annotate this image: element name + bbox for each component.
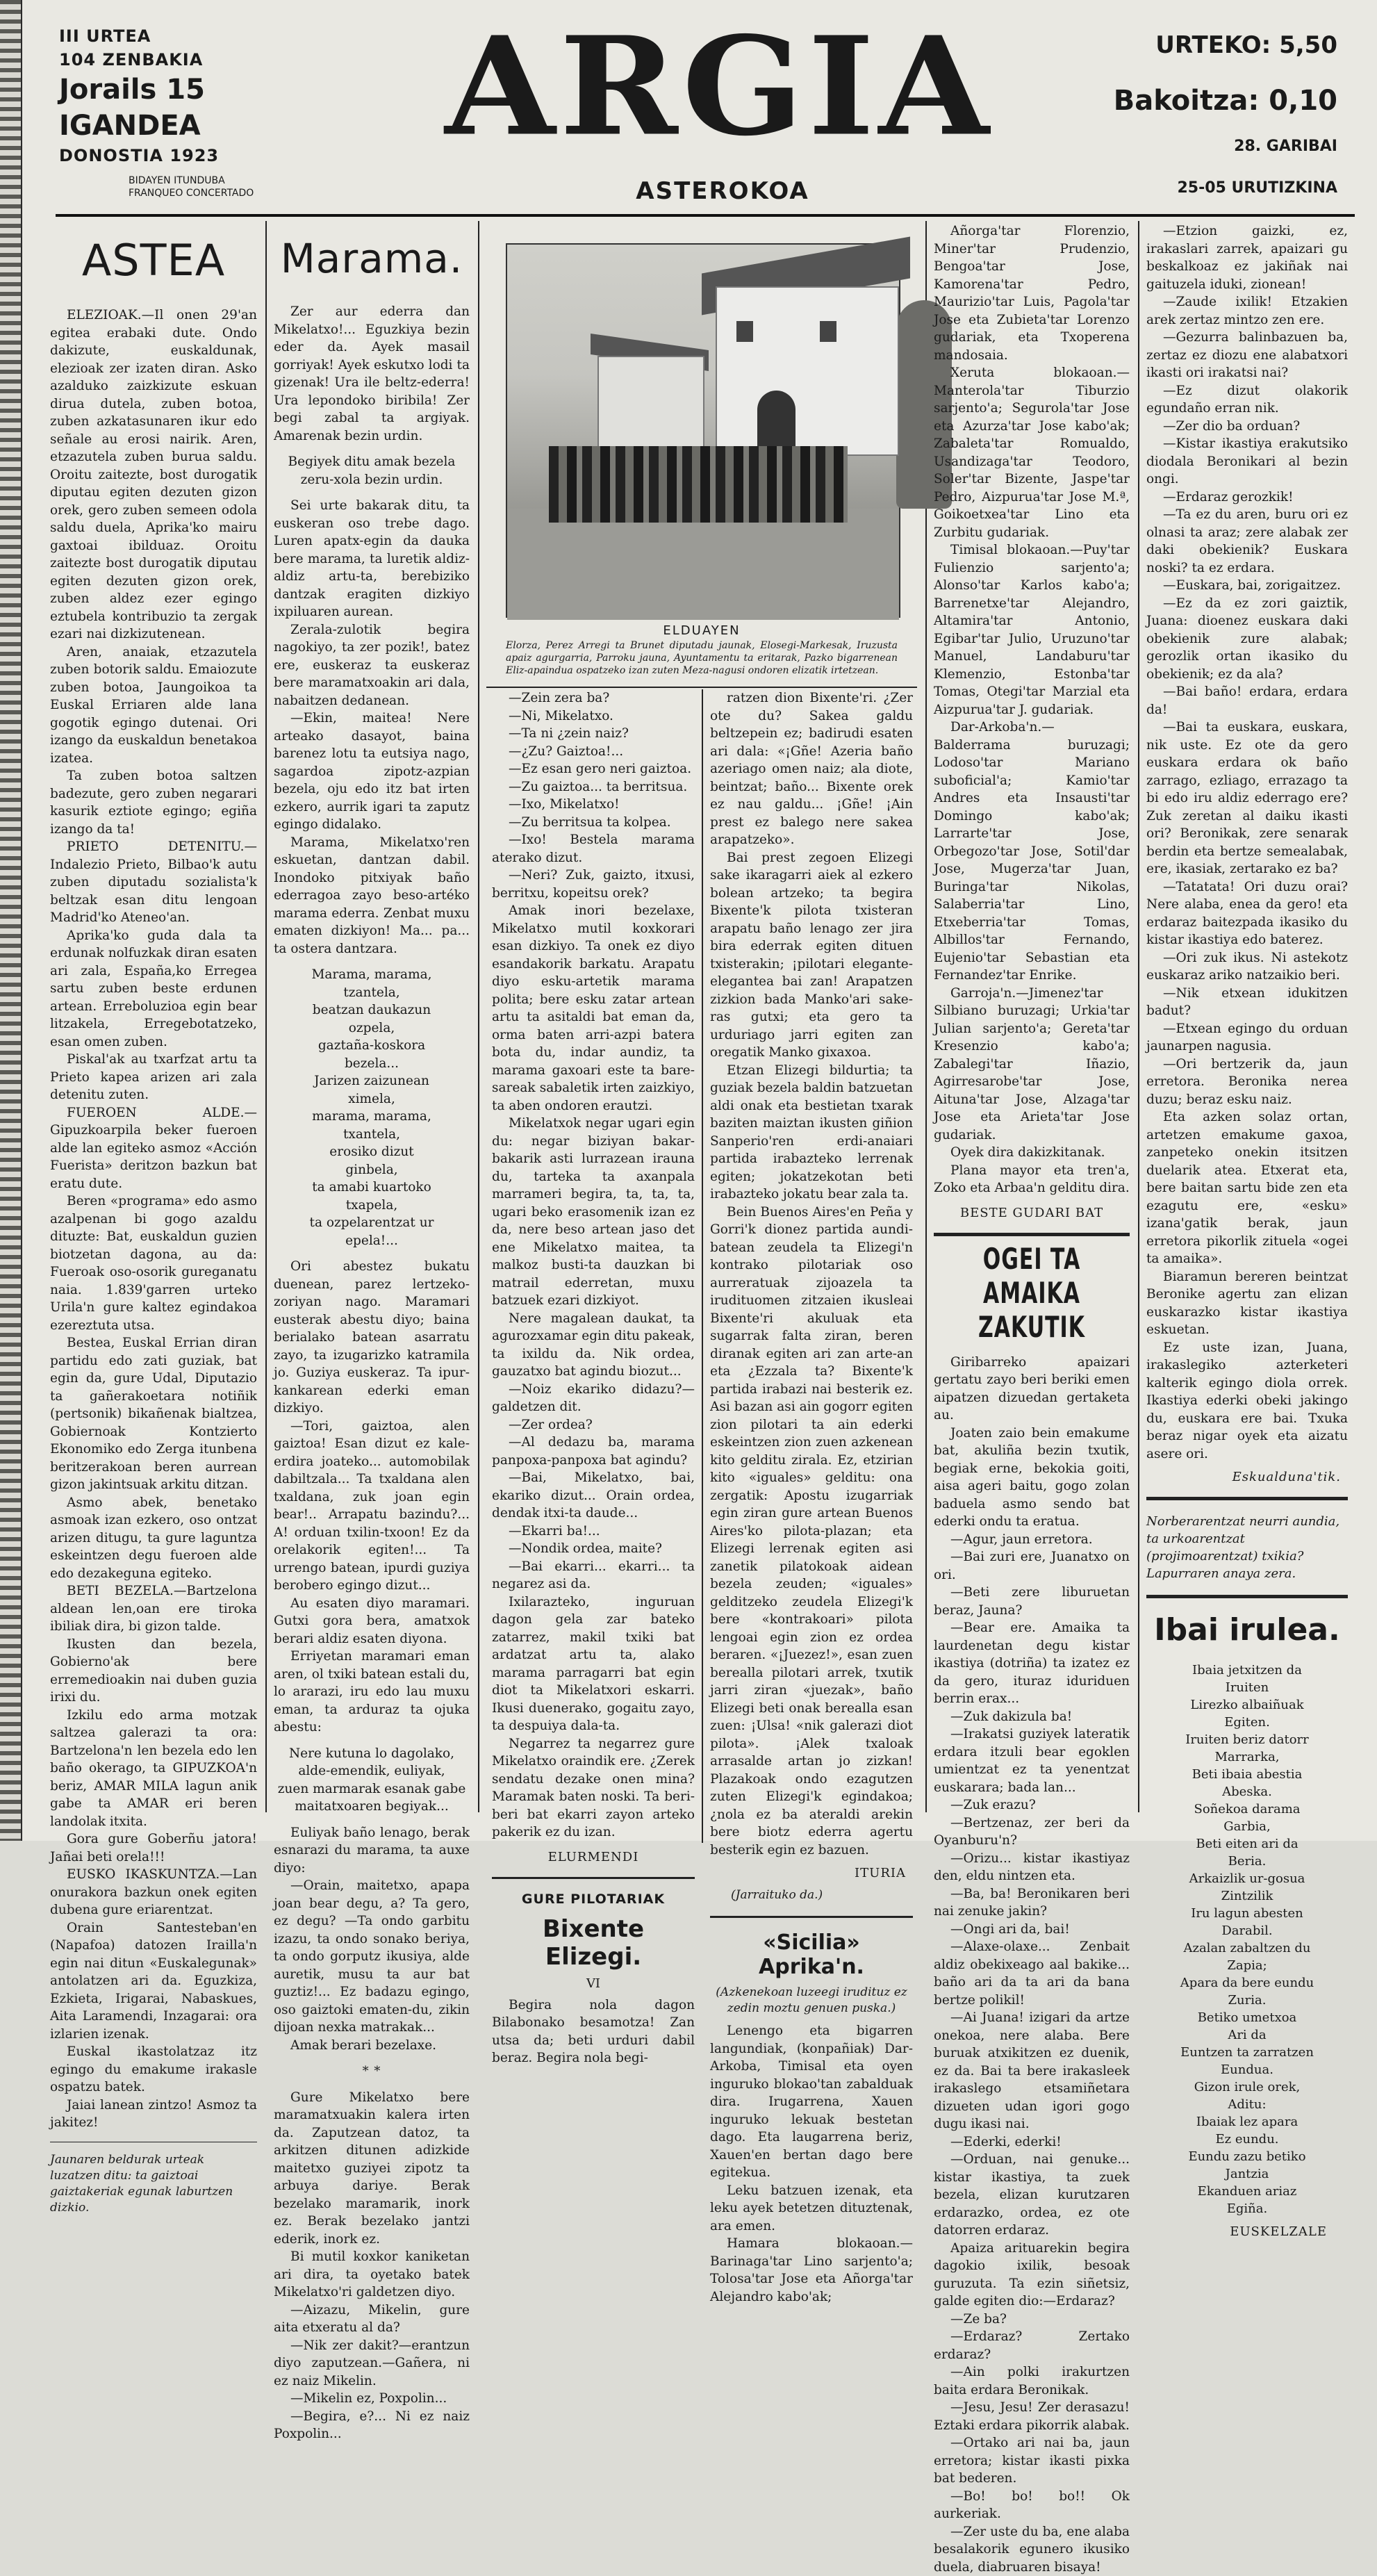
continued-note: (Jarraituko da.) [731,1887,913,1903]
paragraph: Etzan Elizegi bildurtia; ta guziak bezela baldin batzuetan aldi onak eta bestietan txarak baziten maiztan ikusten giñion Sanperio'ren erdi-anaiari partida irabazteko lerrenak egiten; jokatzekotan beti irabazteko jokatu bear zala ta. [710,1062,913,1204]
column-rule [702,689,703,1843]
paragraph: Giribarreko apaizari gertatu zayo beri beriki emen aipatzen dizuedan gertaketa au. [934,1354,1130,1425]
photo-ground [507,509,899,620]
paragraph: Añorga'tar Florenzio, Miner'tar Prudenzio, Bengoa'tar Jose, Kamorena'tar Pedro, Maurizio'tar Luis, Pagola'tar Jose eta Zubieta'tar Lorenzo gudariak, eta Txoperena mandosaia. [934,222,1130,364]
paragraph: ELEZIOAK.—Il onen 29'an egitea erabaki dute. Ondo dakizute, euskaldunak, elezioak zer izaten diran. Asko azalduko zaizkizute eskuan dirua dutela, zuben botoa, zuben azkatasunaren ikur edo señale au erosi nairik. Aren, etzazutela zuben burua saldu. Oroitu zaitezte, bost durogatik diputau egiten dezuten gizon orek, gero zuben semeen odola saldu duela, Aprika'ko mairu gaxtoai ibilduaz. Oroitu zaitezte bost durogatik diputau egiten dezuten gizon orek, zuben aldez ezer egingo eztubela kontribuzio ta zergak ezari nai dizkizutenean. [50,306,257,643]
paragraph: Piskal'ak au txarfzat artu ta Prieto kapea arizen ari zala detenitu zuten. [50,1051,257,1104]
photo-title: ELDUAYEN [506,623,898,638]
story-title: OGEI TA AMAIKA ZAKUTIK [934,1242,1130,1345]
divider [492,1877,695,1879]
paragraph: —Nik etxean idukitzen badut? [1146,985,1348,1020]
paragraph: EUSKO IKASKUNTZA.—Lan onurakora bazkun onek egiten dubena gure eriarentzat. [50,1866,257,1919]
paragraph: —Ongi ari da, bai! [934,1921,1130,1939]
pilota-title: Bixente Elizegi. [492,1915,695,1971]
paragraph: Izkilu edo arma motzak saltzea galerazi ta ora: Bartzelona'n len bezela edo len baño okerago, ta GIPUZKOA'n beriz, AMAR MILA lagun anik gabe ta AMAR eri beren landolak itxita. [50,1707,257,1831]
issue-label: 104 ZENBAKIA [59,48,309,72]
paragraph: —Nondik ordea, maite? [492,1540,695,1558]
paragraph: —Ni, Mikelatxo. [492,707,695,725]
paragraph: —Bai, Mikelatxo, bai, ekariko dizut... Orain ordea, dendak itxi-ta daude... [492,1469,695,1523]
paragraph: Begira nola dagon Bilabonako besamotza! Zan utsa da; beti urduri dabil beraz. Begira nola begi- [492,1996,695,2067]
paragraph: —Ixo, Mikelatxo! [492,796,695,814]
astea-body [50,306,257,2132]
paragraph: Bi mutil koxkor kaniketan ari dira, ta oyetako batek Mikelatxo'ri galdetzen diyo. [274,2248,470,2302]
paragraph: —Ori zuk ikus. Ni astekotz euskaraz ariko natzaikio beri. [1146,949,1348,985]
newspaper-title: ARGIA [431,17,1007,156]
photo-window [820,321,836,342]
paragraph: —Alaxe-olaxe... Zenbait aldiz obekixeago aal bakike... baño ari da ta ari da bana bertze polikil! [934,1938,1130,2009]
paragraph: —Euskara, bai, zorigaitzez. [1146,577,1348,595]
poem-signature: EUSKELZALE [1146,2224,1327,2239]
photo-window [736,321,753,342]
pilota-section-label: GURE PILOTARIAK [492,1892,695,1907]
poem-verse: Begiyek ditu amak bezela zeru-xola bezin urdin. [274,453,470,489]
photo-door [757,391,795,453]
poem-verse: Marama, marama, tzantela, beatzan daukazun ozpela, gaztaña-koskora bezela... Jarizen zaizunean ximela, marama, marama, txantela, erosiko dizut ginbela, ta amabi kuartoko txapela, ta ozpelarentzat ur epela!... [274,966,470,1249]
paragraph: —Bear ere. Amaika ta laurdenetan degu kistar ikastiya (dotriña) ta izatez ez da gero, ituraz iduriduen berrin erax... [934,1619,1130,1708]
paragraph: —Zer ordea? [492,1416,695,1434]
paragraph: Ori abestez bukatu duenean, parez lertzeko-zoriyan nago. Maramari eusterak abestu diyo; baina berialako batean asarratu zayo, ta izugarizko katramila jo. Guziya euskeraz. Ta ipur-kankarean ederki eman dizkiyo. [274,1258,470,1418]
paragraph: —Ekin, maitea! Nere arteako dasayot, baina barenez lotu ta eutsiya nago, sagardoa zipotz-azpian bezela, oju edo itz bat irten ezkero, aurrik igari ta zaputz egingo didalako. [274,709,470,834]
paragraph: —Ba, ba! Beronikaren beri nai zenuke jakin? [934,1885,1130,1921]
sicilia-continued [934,222,1130,1197]
paragraph: —Orduan, nai genuke... kistar ikastiya, ta zuek bezela, elizan kurutzaren erdarazko, ordea, ez ote datorren erdaraz. [934,2151,1130,2240]
weekday-label: IGANDEA [59,108,309,144]
paragraph: Nere magalean daukat, ta agurozxamar egin ditu pakeak, ta ixildu da. Nik ordea, gauzatxo bat agindu biozut... [492,1310,695,1381]
paragraph: —Zuk erazu? [934,1796,1130,1814]
yearly-price: URTEKO: 5,50 [1046,28,1337,63]
photo-crowd [549,446,848,523]
paragraph: Jaiai lanean zintzo! Asmoz ta jakitez! [50,2097,257,2132]
signature: BESTE GUDARI BAT [934,1206,1130,1220]
marama-body [274,303,470,2443]
date-label: Jorails 15 [59,72,309,108]
paragraph: Leku batzuen izenak, eta leku ayek betetzen dituztenak, ara emen. [710,2182,913,2235]
astea-heading: ASTEA [50,235,257,286]
paragraph: —Ta ni ¿zein naiz? [492,725,695,743]
paragraph: Bein Buenos Aires'en Peña y Gorri'k dionez partida aundi-batean zeudela ta Elizegi'n kontrako pilotariak oso aurreratuak zijoazela ta irudituomen zitzaien ikusleai Bixente'ri akuluak eta sugarrak falta ziran, beren diranak egiten ari zan arte-an eta ¿Ezzala ta? Bixente'k partida irabazi nai besterik ez. Asi bazan asi ain gogorr egiten zion pilotari ta ain ederki eskeintzen zion zuen azkenean kito gelditu zirala. Ez, etzirian kito «iguales» gelditu: ona zergatik: Apostu izugarriak egin ziran gure artean Buenos Aires'ko pilota-plazan; eta Elizegi lerrenak egiten asi zanetik pilatokoak aidean bezela zeuden; «iguales» gelditzeko zeudela Elizegi'k bere «kontrakoari» pilota lengoai egin zion ez ordea beraren. «¡Juezez!», esan zuen berealla pilotari arrek, txutik jarri ziran «juezak», baño Elizegi beti onak berealla esan zuen: ¡Ulsa! «nik galerazi diot pilota». ¡Alek txaloak arrasalde artan jo zizkan! Plazakoak ondo ezagutzen zuten Elizegi'k egindakoa; ¿nola ez ba ateraldi arekin bere biotz ederra agertu besterik egin ez bazuen. [710,1204,913,1860]
paragraph: —Tori, gaiztoa, alen gaiztoa! Esan dizut ez kale-erdira joateko... automobilak dabiltzala... Ta txaldana alen txaldana, zuk joan egin bear!.. Arrapatu bazindu?... A! orduan txilin-txoon! Ez da orelakorik egiten!... Ta urrengo batean, ipurdi guziya berobero egingo dizut... [274,1418,470,1595]
center-subcol-b [710,689,913,2306]
paragraph: —Neri? Zuk, gaizto, itxusi, berritxu, kopeitsu orek? [492,867,695,902]
photo-block [486,222,917,677]
paragraph: ratzen dion Bixente'ri. ¿Zer ote du? Sakea galdu beltzepein ez; badirudi esaten ari dala: «¡Gñe! Azeria baño azeriago omen naiz; ala diote, beintzat; baño... Bixente orek ez nau galdu... ¡Gñe! ¡Ain prest ez balego nere sakea arapatzeko». [710,689,913,849]
paragraph: —Erdaraz gerozkik! [1146,489,1348,507]
paragraph: Biaramun bereren beintzat Beronike agertu zan elizan euskarazko kistar ikastiya eskuetan. [1146,1268,1348,1339]
column-right [1146,222,1348,1821]
paragraph: —Tatatata! Ori duzu orai? Nere alaba, enea da gero! eta erdaraz baitezpada ikasiko du kistar ikastiya edo baterez. [1146,878,1348,949]
paragraph: Plana mayor eta tren'a, Zoko eta Arbaa'n gelditu dira. [934,1162,1130,1197]
masthead-rule [56,214,1355,217]
column-rule [478,221,479,1812]
photo-house [716,286,899,456]
paragraph: —Begira, e?... Ni ez naiz Poxpolin... [274,2408,470,2443]
divider [1146,1595,1348,1598]
paragraph: —Zu berritsua ta kolpea. [492,814,695,832]
paragraph: —Ta ez du aren, buru ori ez olnasi ta araz; zere alabak zer daki obekienik? Euskara noski? ta ez erdara. [1146,506,1348,577]
paragraph: Aren, anaiak, etzazutela zuben botorik saldu. Emaiozute zuben botoa, Jaungoikoa ta Euskal Erriaren alde lana gogotik egingo dutenai. Ori izango da euskaldun benetakoa izatea. [50,643,257,768]
paragraph: Aprika'ko guda dala ta erdunak nolfuzkak diran esaten ari zala, España,ko Erregea sartu zuben beste erdunen artean. Erreboluzioa egin bear litzakela, Erregebotatzeko, esan omen zuben. [50,927,257,1051]
paragraph: Gora gure Goberñu jatora! Jañai beti orela!!! [50,1830,257,1866]
source-credit: Eskualduna'tik. [1146,1470,1341,1484]
photo-elduayen [506,243,900,618]
paragraph: —Zuk dakizula ba! [934,1708,1130,1726]
paragraph: Ixilarazteko, inguruan dagon gela zar bateko zatarrez, makil txiki bat ardatzat artu ta, alako marama parragarri bat egin diot ta Mikelatxori eskarri. Ikusi duenerako, gogaitu zayo, ta despuiya dala-ta. [492,1593,695,1735]
paragraph: —Aizazu, Mikelin, gure aita etxeratu al da? [274,2302,470,2337]
paragraph: —Etzion gaizki, ez, irakaslari zarrek, apaizari gu beskalkoaz ez jakiñak nai gaituzela iduki, zionean! [1146,222,1348,293]
sicilia-note: (Azkenekoan luzeegi irudituz ez zedin moztu genuen puska.) [710,1985,913,2017]
poem-title: Ibai irulea. [1146,1612,1348,1648]
paragraph: Au esaten diyo maramari. Gutxi gora bera, amatxok berari aldiz esaten diyona. [274,1595,470,1648]
sicilia-title: «Sicilia» Aprika'n. [710,1930,913,1979]
sicilia-body [710,2022,913,2306]
newspaper-subtitle: ASTEROKOA [566,177,879,205]
asterism: * * [274,2062,470,2081]
paragraph: Erriyetan maramari eman aren, ol txiki batean estali du, lo ararazi, iru edo lau muxu eman, ta arduraz ta ojuka abestu: [274,1648,470,1737]
paragraph: —Erdaraz? Zertako erdaraz? [934,2328,1130,2363]
right-date-label: 25-05 URUTIZKINA [1046,177,1337,200]
masthead-left [59,24,309,199]
single-price: Bakoitza: 0,10 [1046,76,1337,125]
paragraph: Amak berari bezelaxe. [274,2037,470,2055]
paragraph: —Ain polki irakurtzen baita erdara Beronikak. [934,2363,1130,2399]
franqueo-line-2: FRANQUEO CONCERTADO [129,187,309,199]
masthead [38,21,1358,212]
paragraph: Bai prest zegoen Elizegi sake ikaragarri aiek al ezkero bolean artzeko; ta begira Bixente'k pilota txisteran arapatu baño lenago zer jira bira ederrak egiten dituen txisterakin; ¡pilotari elegante-elegantea bai zan! Arapatzen zizkion bada Manko'ari sake-ras gutxi; eta gero ta urduriago jarri egiten zan oregatik Manko gixaxoa. [710,849,913,1062]
paragraph: Negarrez ta negarrez gure Mikelatxo oraindik ere. ¿Zerek sendatu dezake onen mina? Maramak baten noski. Ta beri-beri bat ekarri zayon arteko pakerik ez du izan. [492,1735,695,1841]
paragraph: —Orain, maitetxo, apapa joan bear degu, a? Ta gero, ez degu? —Ta ondo garbitu izazu, ta ondo sonako beriya, ta ondo gorputz ikusiya, alde auretik, musu ta aur bat guztiz!... Ez badazu egingo, oso gaiztoki ematen-du, zikin dijoan nexka matrakak... [274,1877,470,2037]
place-year-label: DONOSTIA 1923 [59,144,309,167]
paragraph: —Ekarri ba!... [492,1523,695,1541]
paragraph: —¿Zu? Gaiztoa!... [492,743,695,761]
part-number: VI [492,1976,695,1991]
paragraph: Lenengo eta bigarren langundiak, (konpañiak) Dar-Arkoba, Timisal eta oyen inguruko blokao'tan zabalduak dira. Irugarrena, Xauen inguruko lekuak bestetan dago. Eta laugarrena beriz, Xauen'en bertan dago bere egitekua. [710,2022,913,2182]
paragraph: Gure Mikelatxo bere maramatxuakin kalera irten da. Zaputzean datoz, ta arkitzen ditunen adizkide maitetxo guziyei zipotz ta arbuya dariye. Berak bezelako maramarik, inork ez. Berak bezelako jantzi ederik, inork ez. [274,2089,470,2249]
paragraph: Xeruta blokaoan.—Manterola'tar Tiburzio sarjento'a; Segurola'tar Jose eta Azurza'tar Jose kabo'ak; Zabaleta'tar Romualdo, Usandizaga'tar Teodoro, Soler'tar Bizente, Jaspe'tar Pedro, Aizpurua'tar Jose M.ª, Goikoetxea'tar Lino eta Zurbitu gudariak. [934,364,1130,541]
pilota-continued [710,689,913,1859]
paragraph: Ez uste izan, Juana, irakaslegiko azterketeri kalterik egingo diola orrek. Ikastiya ederki obeki jakingo du, euskara ere bai. Txuka beraz nigar oyek eta aizatu asere ori. [1146,1339,1348,1463]
paragraph: —Zer uste du ba, ene alaba besalakorik egunero ikusiko duela, diabruaren bisaya! [934,2523,1130,2576]
divider [710,1916,913,1918]
paragraph: —Zu gaiztoa... ta berritsua. [492,778,695,796]
paragraph: —Orizu... kistar ikastiyaz den, eldu nintzen eta. [934,1850,1130,1885]
poem-verse: Nere kutuna lo dagolako, alde-emendik, euliyak, zuen marmarak esanak gabe maitatxoaren begiyak... [274,1745,470,1816]
paragraph: Zer aur ederra dan Mikelatxo!... Eguzkiya bezin eder da. Ayek masail gorriyak! Ayek eskutxo lodi ta gizenak! Ura ile beltz-ederra! Ura lepondoko biribila! Zer begi zabal ta argiyak. Amarenak bezin urdin. [274,303,470,445]
pilota-body [492,1996,695,2067]
paragraph: —Jesu, Jesu! Zer derasazu! Eztaki erdara pikorrik alabak. [934,2399,1130,2434]
column-sicilia-cont [934,222,1130,1821]
paragraph: —Etxean egingo du orduan jaunarpen nagusia. [1146,1020,1348,1056]
signature: ITURIA [710,1866,906,1880]
paragraph: Zerala-zulotik begira nagokiyo, ta zer pozik!, batez ere, euskeraz ta euskeraz bere maramatxoakin ari dala, nabaitzen dedanean. [274,621,470,710]
divider [486,687,917,688]
paragraph: —Nik zer dakit?—erantzun diyo zaputzean.—Gañera, ni ez naiz Mikelin. [274,2337,470,2390]
paragraph: —Zaude ixilik! Etzakien arek zertaz mintzo zen ere. [1146,293,1348,329]
paragraph: Ikusten dan bezela, Gobierno'ak bere erremedioakin nai duben guzia irixi du. [50,1636,257,1707]
garibai-label: 28. GARIBAI [1046,135,1337,158]
paragraph: —Kistar ikastiya erakutsiko diodala Beronikari al bezin ongi. [1146,435,1348,489]
paragraph: —Noiz ekariko didazu?—galdetzen dit. [492,1381,695,1416]
paragraph: —Ixo! Bestela marama aterako dizut. [492,831,695,867]
poem-ibai-irulea: Ibaia jetxitzen da Iruiten Lirezko albaiñuak Egiten. Iruiten beriz datorr Marrarka, Beti ibaia abestia Abeska. Soñekoa darama Garbia, Beti eiten ari da Beria. Arkaizlik ur-gosua Zintzilik Iru lagun abesten Darabil. Azalan zabaltzen du Zapia; Apara da bere eundu Zuria. Betiko umetxoa Ari da Euntzen ta zarratzen Eundua. Gizon irule orek, Aditu: Ibaiak lez apara Ez eundu. Eundu zazu betiko Jantzia Ekanduen ariaz Egiña. [1146,1662,1348,2217]
year-label: III URTEA [59,24,309,48]
story-continued [1146,222,1348,1463]
paragraph: Orain Santesteban'en (Napafoa) datozen Irailla'n egin nai ditun «Euskalegunak» antolatzen ari da. Eguzkiza, Ezkieta, Irigarai, Nabaskues, Aita Laramendi, Inzagarai: ora izlarien izenak. [50,1919,257,2044]
divider [1146,1497,1348,1500]
paragraph: —Agur, jaun erretora. [934,1531,1130,1549]
signature: ELURMENDI [492,1850,695,1864]
masthead-right [1046,28,1337,200]
column-rule [1138,221,1139,1812]
paragraph: FUEROEN ALDE.—Gipuzkoarpila beker fueroen alde lan egiteko asmoz «Acción Fuerista» deritzon bazkun bat eratu dute. [50,1104,257,1193]
paragraph: Ta zuben botoa saltzen badezute, gero zuben negarari kasurik eztiote egingo; egiña izango da ta! [50,767,257,838]
paragraph: Beren «programa» edo asmo azalpenan bi gogo azaldu dituzte: Bat, euskaldun guzien biotzetan dagona, au da: Fueroak oso-osorik gureganatu naia. 1.839'garren urteko Urila'n gure kaltez egindakoa ezereztuta utsa. [50,1192,257,1334]
marama-continued [492,689,695,1841]
paragraph: —Zer dio ba orduan? [1146,418,1348,436]
paragraph: Oyek dira dakizkitanak. [934,1144,1130,1162]
paragraph: Eta azken solaz ortan, artetzen emakume gaxoa, zanpeteko onekin itsitzen duelarik atea. Etxerat eta, bere baitan sartu bide zen eta ezagutu ere, «esku» izana'gatik berak, jaun erretora pikorlik zituela «ogei ta amaika». [1146,1108,1348,1268]
paragraph: Asmo abek, benetako asmoak izan ezkero, oso ontzat arizen ditugu, ta gure laguntza eskeintzen degu fueroen alde edo dezakeguna egiteko. [50,1494,257,1583]
column-astea [50,222,257,1821]
paragraph: —Ez da ez zori gaiztik, Juana: dioenez euskara daki obekienik zure alabak; gerozlik ortan ikasiko du obekienik; ez da ala? [1146,595,1348,684]
column-center [486,222,917,1821]
paragraph: —Bai ekarri... ekarri... ta negarez asi da. [492,1558,695,1593]
paragraph: —Ederki, ederki! [934,2133,1130,2151]
paragraph: Dar-Arkoba'n.—Balderrama buruzagi; Lodoso'tar Mariano suboficial'a; Kamio'tar Andres eta Insausti'tar Domingo kabo'ak; Larrarte'tar Jose, Orbegozo'tar Jose, Sotil'dar Jose, Mugerza'tar Juan, Buringa'tar Nikolas, Salaberria'tar Lino, Etxeberria'tar Tomas, Albillos'tar Fernando, Eujenio'tar Sebastian eta Fernandez'tar Enrike. [934,719,1130,985]
paragraph: —Mikelin ez, Poxpolin... [274,2390,470,2408]
paragraph: Euliyak baño lenago, berak esnarazi du marama, ta auxe diyo: [274,1824,470,1878]
paragraph: Hamara blokaoan.—Barinaga'tar Lino sarjento'a; Tolosa'tar Jose eta Añorga'tar Alejandro kabo'ak; [710,2235,913,2306]
paragraph: Apaiza arituarekin begira dagokio ixilik, besoak guruzuta. Ta ezin siñetsiz, galde egiten dio:—Erdaraz? [934,2240,1130,2311]
paragraph: —Irakatsi guziyek lateratik erdara itzuli bear egoklen umientzat ez ta yenentzat euskarara; bada lan... [934,1725,1130,1796]
paragraph: Marama, Mikelatxo'ren eskuetan, dantzan dabil. Inondoko pitxiyak baño ederragoa zayo beso-artéko marama ederra. Zenbat muxu ematen dizkiyon! Ma... pa... ta ostera dantzara. [274,834,470,958]
story-body [934,1354,1130,2576]
binding-edge [0,0,22,1841]
paragraph: —Gezurra balinbazuen ba, zertaz ez diozu ene alabatxori ikasti ori irakatsi nai? [1146,329,1348,382]
paragraph: Euskal ikastolatzaz itz egingo du emakume irakasle ospatzu batek. [50,2043,257,2097]
paragraph: Timisal blokaoan.—Puy'tar Fulienzio sarjento'a; Alonso'tar Karlos kabo'a; Barrenetxe'tar Alejandro, Altamira'tar Antonio, Egibar'tar Julio, Uruzuno'tar Manuel, Landaburu'tar Klemenzio, Estonba'tar Tomas, Otegi'tar Marzial eta Aizpurua'tar J. gudariak. [934,541,1130,719]
photo-house [597,356,704,449]
astea-footnote: Jaunaren beldurak urteak luzatzen ditu: ta gaiztoai gaiztakeriak egunak laburtzen dizkio. [50,2152,257,2216]
paragraph: —Ai Juana! izigari da artze onekoa, nere alaba. Bere buruak atxikitzen ez duenik, ez da. Bai ta bere irakasleek irakaslego etsamiñetara dizueten udan igori gogo dugu ikasi nai. [934,2009,1130,2133]
divider [934,1233,1130,1236]
paragraph: PRIETO DETENITU.—Indalezio Prieto, Bilbao'k autu zuben diputadu sozialista'k beltzak esan ditu lengoan Madrid'ko Ateneo'an. [50,838,257,927]
column-marama [274,222,470,1821]
paragraph: BETI BEZELA.—Bartzelona aldean len,oan ere tiroka ibiliak dira, bi gizon talde. [50,1582,257,1636]
paragraph: —Ez esan gero neri gaiztoa. [492,760,695,778]
paragraph: —Ortako ari nai ba, jaun erretora; kistar ikasti pixka bat bederen. [934,2434,1130,2488]
column-rule [265,221,267,1812]
paragraph: —Bai zuri ere, Juanatxo on ori. [934,1548,1130,1584]
paragraph: —Bai ta euskara, euskara, nik uste. Ez ote da gero euskara erdara ok baño zarrago, ezliago, errazago ta bi edo iru aldiz ederrago ere? Zuk zeretan al daiku ikasti ori? Beronikak, zere senarak berdin eta bertze semealabak, ere, ikasiak, zertarako ez ba? [1146,719,1348,878]
paragraph: —Bai baño! erdara, erdara da! [1146,683,1348,719]
paragraph: Amak inori bezelaxe, Mikelatxo mutil koxkorari esan dizkiyo. Ta onek ez diyo esandakorik barkatu. Arapatu diyo esku-artetik marama polita; bere esku zatar artean artu ta asitaldi bat eman da, orma baten arri-azpi batera bota du, indar aundiz, ta marama gaxoari este ta bare-sareak sabaletik irten zaizkiyo, ta aben ondoren erautzi. [492,902,695,1115]
marama-heading: Marama. [274,235,470,282]
paragraph: Bestea, Euskal Errian diran partidu edo zati guziak, bat egin da, gure Udal, Diputazio ta gañerakoetara notiñik (pertsonik) bikañenak bialtzea, Gobiernoak Kontzierto Ekonomiko edo Zerga itunbena beritzerakoan beren aurrean gizon jakintsuak arkitu ditzan. [50,1334,257,1494]
center-subcol-a [492,689,695,2067]
paragraph: —Ori bertzerik da, jaun erretora. Beronika nerea duzu; beraz esku naiz. [1146,1056,1348,1109]
paragraph: —Zein zera ba? [492,689,695,707]
paragraph: Garroja'n.—Jimenez'tar Silbiano buruzagi; Urkia'tar Julian sarjento'a; Gereta'tar Kresenzio kabo'a; Zabalegi'tar Iñazio, Agirresarobe'tar Jose, Aituna'tar Jose, Alzaga'tar Jose eta Arieta'tar Jose gudariak. [934,985,1130,1145]
proverb-note: Norberarentzat neurri aundia, ta urkoarentzat (projimoarentzat) txikia? Lapurraren anaya zera. [1146,1513,1348,1582]
photo-caption: Elorza, Perez Arregi ta Brunet diputadu jaunak, Elosegi-Markesak, Iruzusta apaiz agurgarria, Parroku jauna, Ayuntamentu ta eritarak, Pazko bigarrenean Eliz-apaindua ospatzeko izan zuten Meza-nagusi ondoren elizatik irtetzean. [506,639,898,677]
paragraph: Sei urte bakarak ditu, ta euskeran oso trebe dago. Luren apatx-egin da dauka bere marama, ta luretik aldiz-aldiz artu-ta, berebiziko dantzak eragiten dizkiyo ixpiluaren aurean. [274,497,470,621]
paragraph: —Ez dizut olakorik egundaño erran nik. [1146,382,1348,418]
paragraph: —Bertzenaz, zer beri da Oyanburu'n? [934,1814,1130,1850]
paragraph: —Beti zere liburuetan beraz, Jauna? [934,1584,1130,1619]
paragraph: —Bo! bo! bo!! Ok aurkeriak. [934,2488,1130,2523]
paragraph: —Al dedazu ba, marama panpoxa-panpoxa bat agindu? [492,1434,695,1469]
franqueo-line-1: BIDAYEN ITUNDUBA [129,174,309,187]
paragraph: Joaten zaio bein emakume bat, akuliña bezin txutik, begiak erne, bekokia goiti, aisa ageri baitu, gogo zolan baduela asmo sendo bat ederki ondu ta eratua. [934,1425,1130,1531]
paragraph: —Ze ba? [934,2311,1130,2329]
paragraph: Mikelatxok negar ugari egin du: negar biziyan bakar-bakarik asti lurrazean irauna du, tarteka ta axanpala marrameri begira, ta, ta, ta, ugari beko erasomenik izan ez da, nere beso artean jaso det ene Mikelatxo maitea, ta malkoz busti-ta dauzkan bi matrail ederretan, muxu batzuek ezari dizkiyot. [492,1115,695,1310]
